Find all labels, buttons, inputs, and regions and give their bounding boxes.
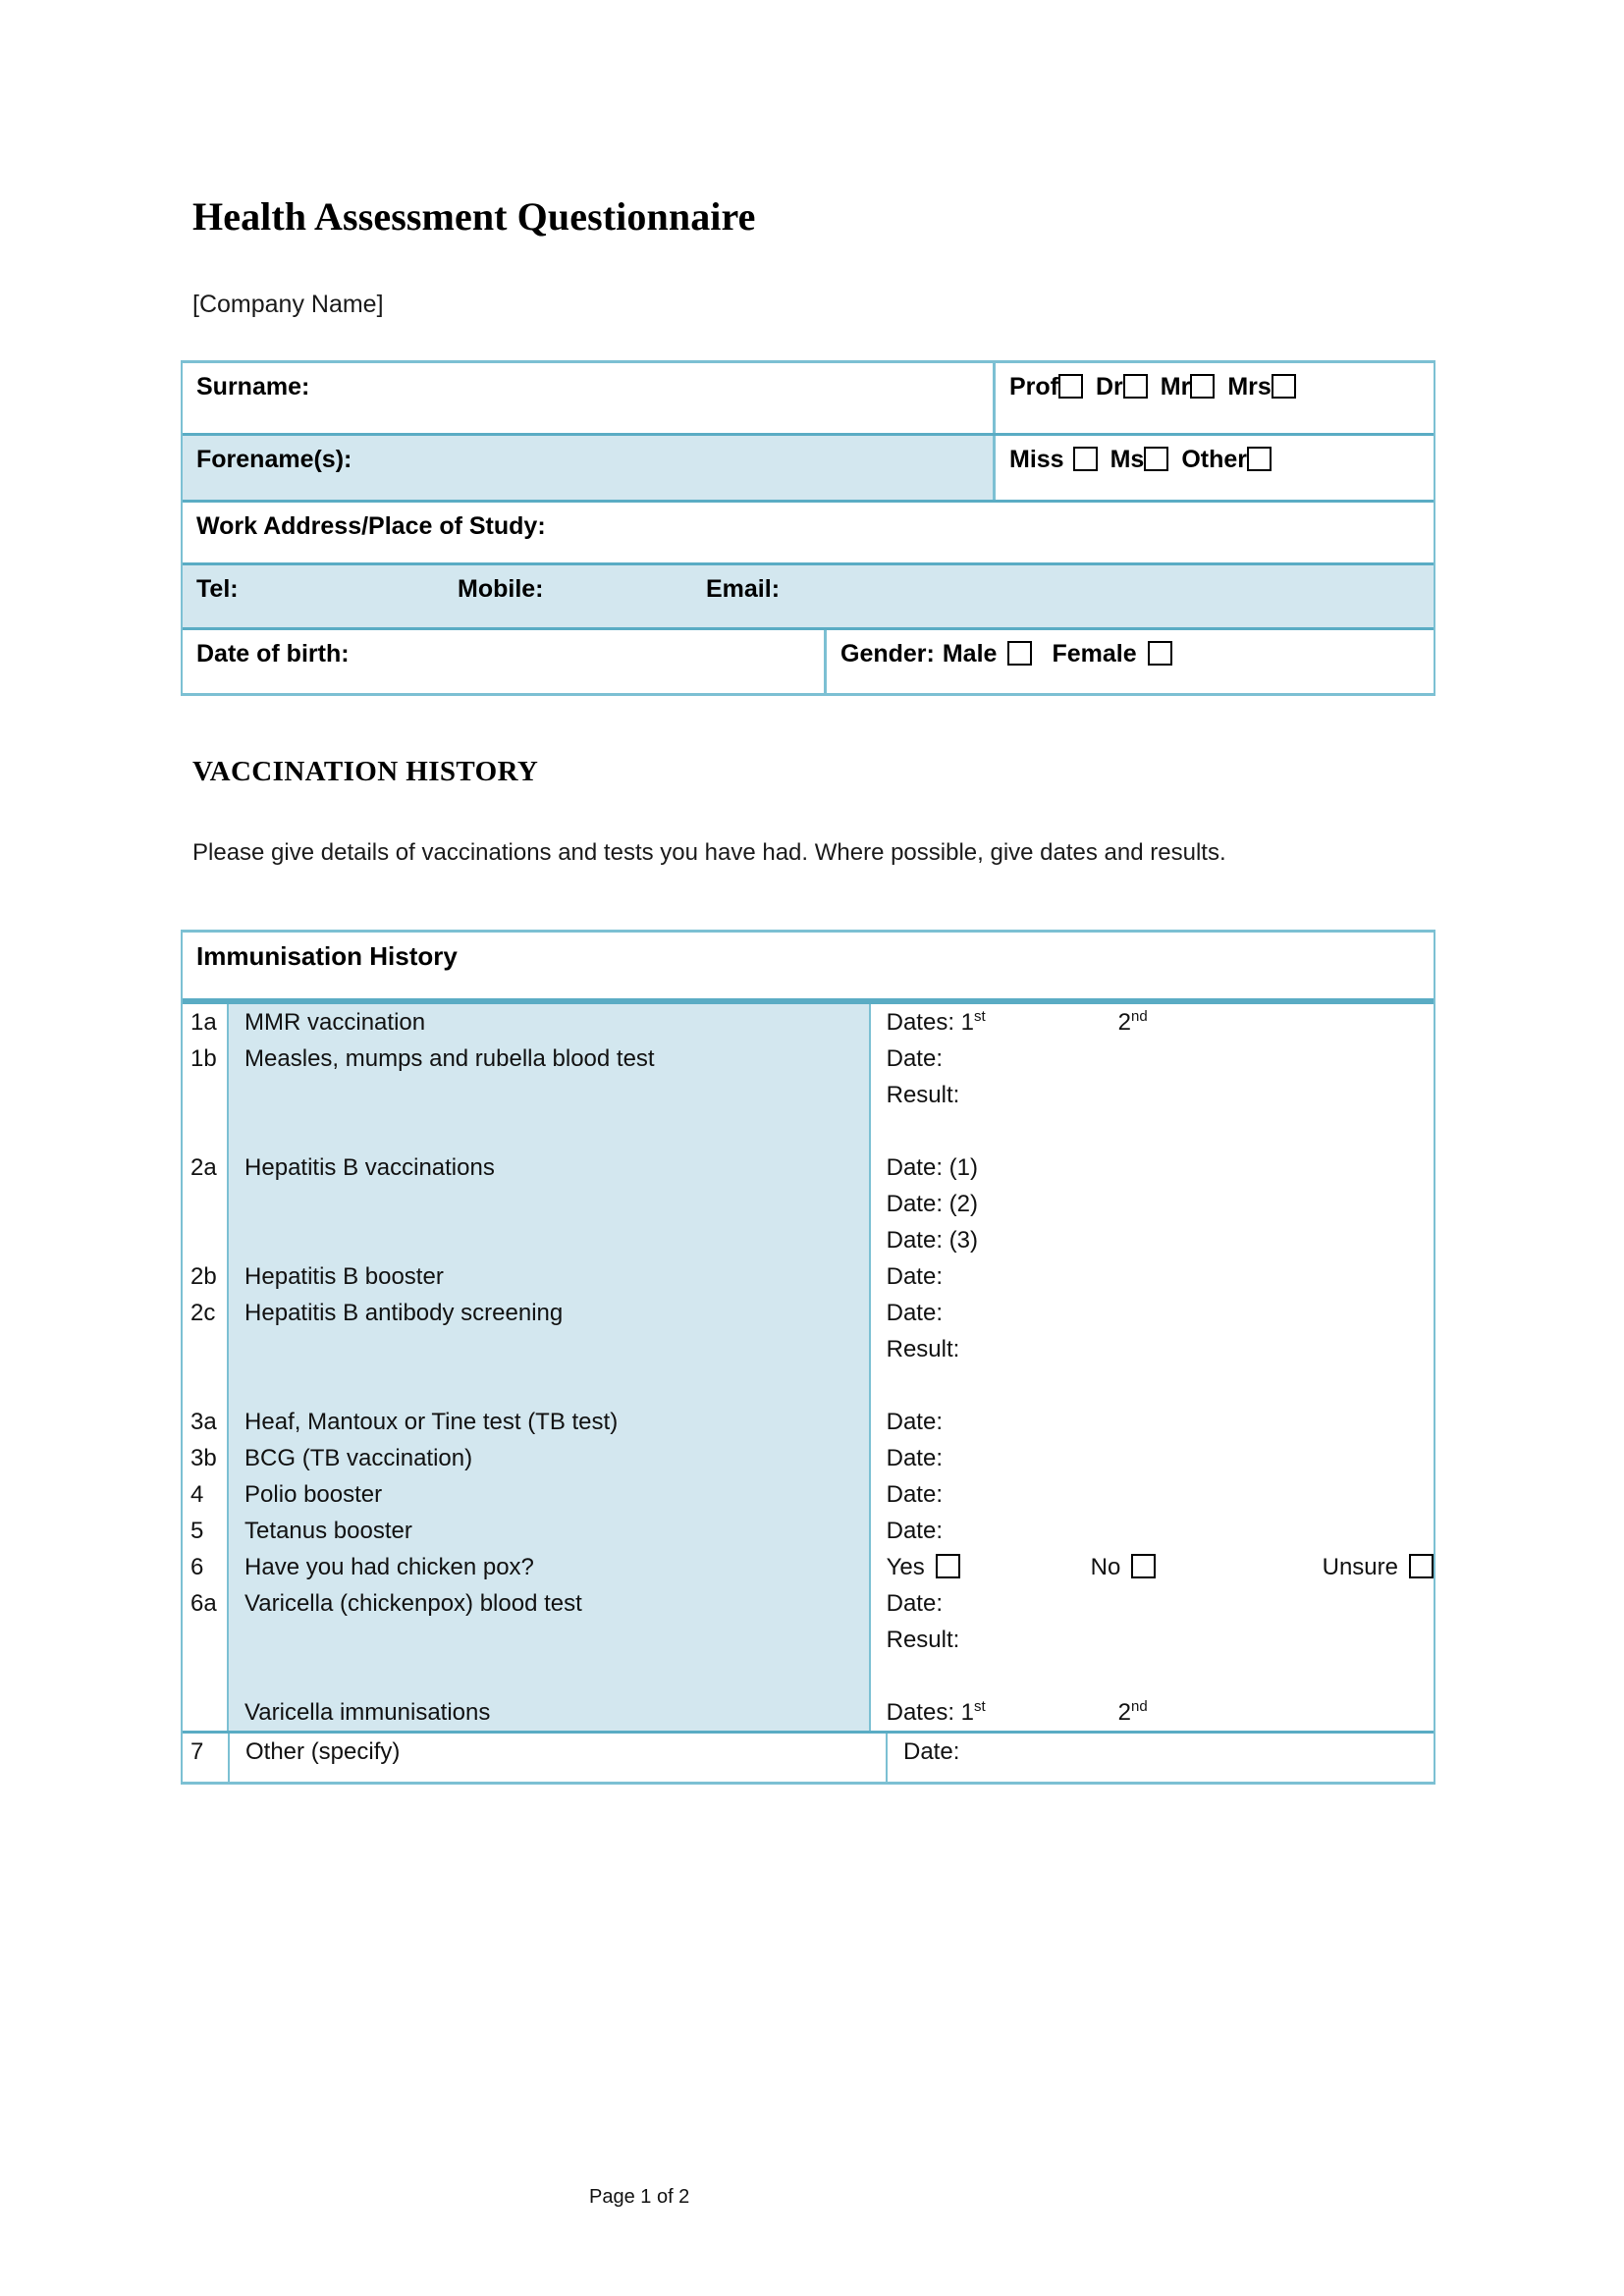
immunisation-dates-column-last [888,1734,1434,1782]
dates-entry-1a[interactable] [887,1004,1434,1041]
chicken-pox-yes-label: Yes [886,1554,925,1580]
row-number: 6a [190,1590,217,1617]
row-description: Have you had chicken pox? [244,1554,534,1580]
result-entry-6a[interactable]: Result: [886,1627,960,1653]
date-entry-7[interactable]: Date: [903,1738,960,1765]
date-entry-5[interactable]: Date: [886,1518,943,1544]
dates-first-label: Dates: 1 [886,1699,975,1726]
row-number: 6 [190,1554,204,1580]
work-address-field-cell[interactable] [183,503,1434,562]
ordinal-nd: nd [1130,1008,1148,1025]
row-description: Hepatitis B antibody screening [244,1300,564,1326]
date-entry-2a-1[interactable]: Date: (1) [886,1154,978,1181]
title-option-miss-label: Miss [1009,446,1064,473]
title-option-dr-label: Dr [1096,373,1123,400]
immunisation-number-column-last [183,1734,230,1782]
checkbox-miss[interactable] [1073,447,1098,471]
table-row-other-specify [183,1731,1434,1782]
dates-second-label: 2 [1117,1009,1131,1036]
row-number: 7 [190,1738,204,1765]
page-title: Health Assessment Questionnaire [192,194,756,239]
tel-label: Tel: [196,575,239,603]
table-row-dob-gender [183,630,1434,693]
row-number [190,1694,227,1731]
title-option-mrs-label: Mrs [1227,373,1272,400]
row-number: 1a [190,1009,217,1036]
surname-field-cell[interactable] [183,363,996,433]
title-option-prof-label: Prof [1009,373,1058,400]
checkbox-other-title[interactable] [1247,447,1272,471]
title-options-row1-cell [996,363,1434,433]
checkbox-chicken-pox-yes[interactable] [936,1554,960,1578]
mobile-label: Mobile: [458,575,544,603]
surname-label: Surname: [196,373,310,400]
table-row-work-address [183,503,1434,565]
immunisation-rows-group [183,1004,1434,1731]
row-description: Varicella immunisations [244,1699,491,1726]
table-row-contact [183,565,1434,630]
dates-first-label: Dates: 1 [886,1009,975,1036]
checkbox-mrs[interactable] [1272,374,1296,399]
row-description: Polio booster [244,1481,383,1508]
row-number: 1b [190,1045,217,1072]
immunisation-table-header [183,933,1434,1004]
dates-second-label: 2 [1117,1699,1131,1726]
email-group[interactable] [706,575,1434,604]
title-option-other-label: Other [1181,446,1248,473]
date-entry-2a-2[interactable]: Date: (2) [886,1191,978,1217]
date-entry-2a-3[interactable]: Date: (3) [886,1227,978,1254]
row-number: 3a [190,1409,217,1435]
chicken-pox-yes-group[interactable] [887,1549,1091,1585]
email-label: Email: [706,575,781,603]
dates-entry-varicella[interactable] [887,1694,1434,1731]
table-row-surname [183,363,1434,436]
row-number: 5 [190,1518,204,1544]
date-entry-2b[interactable]: Date: [886,1263,943,1290]
contact-field-cell[interactable] [183,565,1434,627]
immunisation-history-table [181,930,1435,1785]
row-number: 2b [190,1263,217,1290]
immunisation-description-column [229,1004,871,1731]
tel-group[interactable] [196,575,458,604]
row-description: Heaf, Mantoux or Tine test (TB test) [244,1409,619,1435]
immunisation-table-body [183,1004,1434,1782]
checkbox-prof[interactable] [1058,374,1083,399]
immunisation-table-header-label: Immunisation History [196,941,458,971]
ordinal-st: st [974,1698,986,1715]
chicken-pox-unsure-label: Unsure [1322,1554,1398,1580]
result-entry-2c[interactable]: Result: [886,1336,960,1362]
chicken-pox-no-group[interactable] [1091,1549,1323,1585]
ordinal-nd: nd [1130,1698,1148,1715]
work-address-label: Work Address/Place of Study: [196,512,546,540]
checkbox-male[interactable] [1007,641,1032,666]
row-description: Hepatitis B booster [244,1263,444,1290]
chicken-pox-unsure-group[interactable] [1323,1549,1434,1585]
gender-option-female-label: Female [1052,640,1137,667]
row-description: Other (specify) [245,1738,401,1765]
table-row-forename [183,436,1434,503]
immunisation-number-column [183,1004,229,1731]
section-intro-text: Please give details of vaccinations and tests you have had. Where possible, give dates and results. [192,839,1226,866]
checkbox-chicken-pox-no[interactable] [1131,1554,1156,1578]
forename-label: Forename(s): [196,446,352,473]
row-description: Measles, mumps and rubella blood test [244,1045,655,1072]
row-number: 2a [190,1154,217,1181]
gender-option-male-label: Male [942,640,998,667]
checkbox-chicken-pox-unsure[interactable] [1409,1554,1434,1578]
forename-field-cell[interactable] [183,436,996,500]
mobile-group[interactable] [458,575,706,604]
company-name-placeholder: [Company Name] [192,291,384,318]
row-description: Varicella (chickenpox) blood test [244,1590,582,1617]
date-entry-3b[interactable]: Date: [886,1445,943,1471]
row-description: Tetanus booster [244,1518,412,1544]
row-description: Hepatitis B vaccinations [244,1154,495,1181]
title-option-mr-label: Mr [1160,373,1191,400]
section-heading-vaccination-history: VACCINATION HISTORY [192,756,539,787]
chicken-pox-no-label: No [1090,1554,1121,1580]
checkbox-mr[interactable] [1190,374,1215,399]
date-entry-6a[interactable]: Date: [886,1590,943,1617]
result-entry-1b[interactable]: Result: [886,1082,960,1108]
row-number: 2c [190,1300,216,1326]
checkbox-dr[interactable] [1123,374,1148,399]
row-description: MMR vaccination [244,1009,426,1036]
date-entry-4[interactable]: Date: [886,1481,943,1508]
personal-details-table [181,360,1435,696]
date-entry-1b[interactable]: Date: [886,1045,943,1072]
gender-label: Gender: [840,640,935,667]
gender-cell [827,630,1434,693]
dob-label: Date of birth: [196,640,350,667]
dob-field-cell[interactable] [183,630,827,693]
title-option-ms-label: Ms [1110,446,1145,473]
row-number: 3b [190,1445,217,1471]
immunisation-dates-column [871,1004,1434,1731]
row-number: 4 [190,1481,204,1508]
chicken-pox-answer-group [887,1549,1434,1585]
checkbox-female[interactable] [1148,641,1172,666]
checkbox-ms[interactable] [1144,447,1168,471]
title-options-row2-cell [996,436,1434,500]
date-entry-2c[interactable]: Date: [886,1300,943,1326]
date-entry-3a[interactable]: Date: [886,1409,943,1435]
ordinal-st: st [974,1008,986,1025]
immunisation-description-column-last [230,1734,888,1782]
row-description: BCG (TB vaccination) [244,1445,473,1471]
page-footer: Page 1 of 2 [589,2186,690,2208]
